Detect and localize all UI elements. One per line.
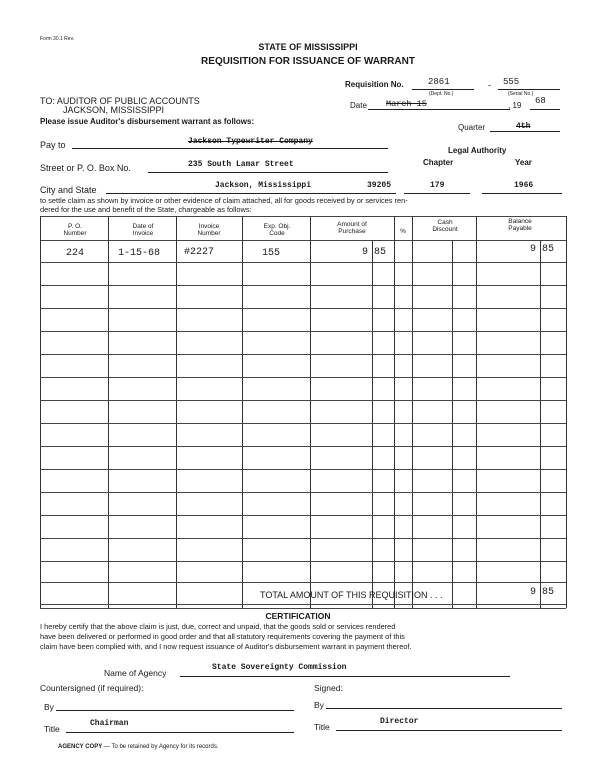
- table-column-rule: [310, 216, 311, 608]
- table-total-rule: [40, 604, 566, 605]
- year-line: [530, 109, 560, 110]
- table-row-rule: [40, 538, 566, 539]
- table-total-rule: [40, 582, 566, 583]
- chapter-label: Chapter: [423, 158, 454, 167]
- table-column-rule: [476, 216, 477, 608]
- row-amount-cents: 85: [374, 247, 387, 258]
- street-label: Street or P. O. Box No.: [40, 163, 131, 173]
- agency-label: Name of Agency: [104, 668, 167, 678]
- table-column-rule: [108, 216, 109, 608]
- date-value: March 15: [386, 99, 427, 109]
- row-po: 224: [66, 248, 85, 259]
- table-row-rule: [40, 377, 566, 378]
- serial-no-value: 555: [503, 77, 520, 87]
- settle-text-1: to settle claim as shown by invoice or other evidence of claim attached, all for goods received by or services ren-: [40, 196, 408, 205]
- city-line: [106, 193, 396, 194]
- table-row-rule: [40, 446, 566, 447]
- dept-caption: (Dept. No.): [429, 91, 454, 97]
- title-label-right: Title: [314, 722, 330, 732]
- year-prefix: , 19: [508, 101, 522, 110]
- title-line-left: [66, 732, 294, 733]
- instruction-text: Please issue Auditor's disbursement warrant as follows:: [40, 117, 255, 126]
- row-date: 1-15-68: [118, 248, 161, 259]
- row-invoice: #2227: [184, 247, 215, 258]
- legal-year-value: 1966: [514, 181, 534, 190]
- table-column-rule: [40, 216, 41, 608]
- col-header-code: Exp. Obj. Code: [263, 223, 291, 237]
- table-row-rule: [40, 423, 566, 424]
- by-line-left: [56, 710, 294, 711]
- year-value: 68: [535, 96, 546, 106]
- dept-no-value: 2861: [428, 77, 450, 87]
- table-column-rule: [452, 240, 453, 608]
- pay-to-label: Pay to: [40, 140, 66, 150]
- pay-to-line: [72, 148, 388, 149]
- table-column-rule: [394, 216, 395, 608]
- chapter-value: 179: [430, 181, 445, 190]
- col-header-balance: Balance Payable: [508, 218, 532, 232]
- serial-caption: (Serial No.): [508, 91, 534, 97]
- date-label: Date: [350, 101, 367, 110]
- table-row-rule: [40, 469, 566, 470]
- table-row-rule: [40, 354, 566, 355]
- col-header-percent: %: [400, 228, 406, 235]
- by-label-left: By: [44, 702, 54, 712]
- to-line-2: JACKSON, MISSISSIPPI: [63, 105, 165, 115]
- requisition-label: Requisition No.: [345, 80, 404, 89]
- by-line-right: [326, 708, 562, 709]
- pay-to-value: Jackson Typewriter Company: [188, 137, 313, 146]
- date-line: [368, 109, 510, 110]
- table-row-rule: [40, 262, 566, 263]
- footer-note: AGENCY COPY — To be retained by Agency for its records.: [58, 744, 219, 750]
- table-total-rule: [40, 608, 566, 609]
- table-header-border: [40, 240, 566, 241]
- year-col-label: Year: [515, 158, 532, 167]
- table-row-rule: [40, 561, 566, 562]
- title-label-left: Title: [44, 724, 60, 734]
- table-column-rule: [372, 240, 373, 608]
- by-label-right: By: [314, 700, 324, 710]
- agency-line: [180, 676, 510, 677]
- certification-line-3: claim have been complied with, and I now request issuance of Auditor's disbursement warrant in payment thereof.: [40, 642, 412, 651]
- table-column-rule: [412, 216, 413, 608]
- legal-year-line: [482, 193, 562, 194]
- table-row-rule: [40, 285, 566, 286]
- countersigned-label: Countersigned (if required):: [40, 683, 144, 693]
- legal-authority-label: Legal Authority: [448, 146, 507, 155]
- col-header-amount: Amount of Purchase: [337, 221, 367, 235]
- title-left-value: Chairman: [90, 719, 129, 728]
- zip-value: 39205: [367, 181, 392, 190]
- table-row-rule: [40, 515, 566, 516]
- total-label: TOTAL AMOUNT OF THIS REQUISITION . . .: [260, 590, 443, 600]
- col-header-discount: Cash Discount: [432, 219, 458, 233]
- total-dollars: 9: [530, 587, 537, 598]
- table-column-rule: [242, 216, 243, 608]
- row-code: 155: [262, 248, 281, 259]
- requisition-dash: -: [488, 80, 491, 90]
- to-line-1: TO: AUDITOR OF PUBLIC ACCOUNTS: [40, 96, 200, 106]
- chapter-line: [404, 193, 470, 194]
- signed-label: Signed:: [314, 683, 343, 693]
- table-column-rule: [566, 216, 567, 608]
- table-column-rule: [176, 216, 177, 608]
- row-amount-dollars: 9: [362, 247, 369, 258]
- certification-heading: CERTIFICATION: [265, 611, 331, 621]
- title-right-value: Director: [380, 717, 419, 726]
- col-header-po: P. O. Number: [63, 223, 87, 237]
- row-balance-dollars: 9: [530, 244, 537, 255]
- certification-line-2: have been delivered or performed in good order and that all statutory requirements covering the payment of this: [40, 632, 405, 641]
- table-top-border: [40, 216, 566, 217]
- table-row-rule: [40, 331, 566, 332]
- state-heading: STATE OF MISSISSIPPI: [258, 42, 358, 52]
- table-row-rule: [40, 492, 566, 493]
- form-number: Form 30.1 Rev.: [40, 36, 75, 42]
- quarter-line: [490, 131, 560, 132]
- city-label: City and State: [40, 185, 97, 195]
- serial-no-line: [498, 89, 560, 90]
- street-value: 235 South Lamar Street: [188, 160, 294, 169]
- quarter-label: Quarter: [458, 123, 486, 132]
- form-title: REQUISITION FOR ISSUANCE OF WARRANT: [201, 56, 415, 67]
- certification-line-1: I hereby certify that the above claim is just, due, correct and unpaid, that the goods sold or services rendered: [40, 622, 396, 631]
- col-header-invoice: Invoice Number: [197, 223, 221, 237]
- row-balance-cents: 85: [542, 244, 555, 255]
- dept-no-line: [412, 89, 474, 90]
- city-value: Jackson, Mississippi: [215, 181, 312, 190]
- table-column-rule: [540, 240, 541, 608]
- settle-text-2: dered for the use and benefit of the State, chargeable as follows:: [40, 205, 252, 214]
- quarter-value: 4th: [516, 122, 531, 131]
- total-cents: 85: [542, 587, 555, 598]
- table-row-rule: [40, 308, 566, 309]
- agency-value: State Sovereignty Commission: [212, 663, 347, 672]
- title-line-right: [336, 730, 562, 731]
- street-line: [148, 172, 388, 173]
- col-header-date: Date of Invoice: [132, 223, 154, 237]
- table-row-rule: [40, 400, 566, 401]
